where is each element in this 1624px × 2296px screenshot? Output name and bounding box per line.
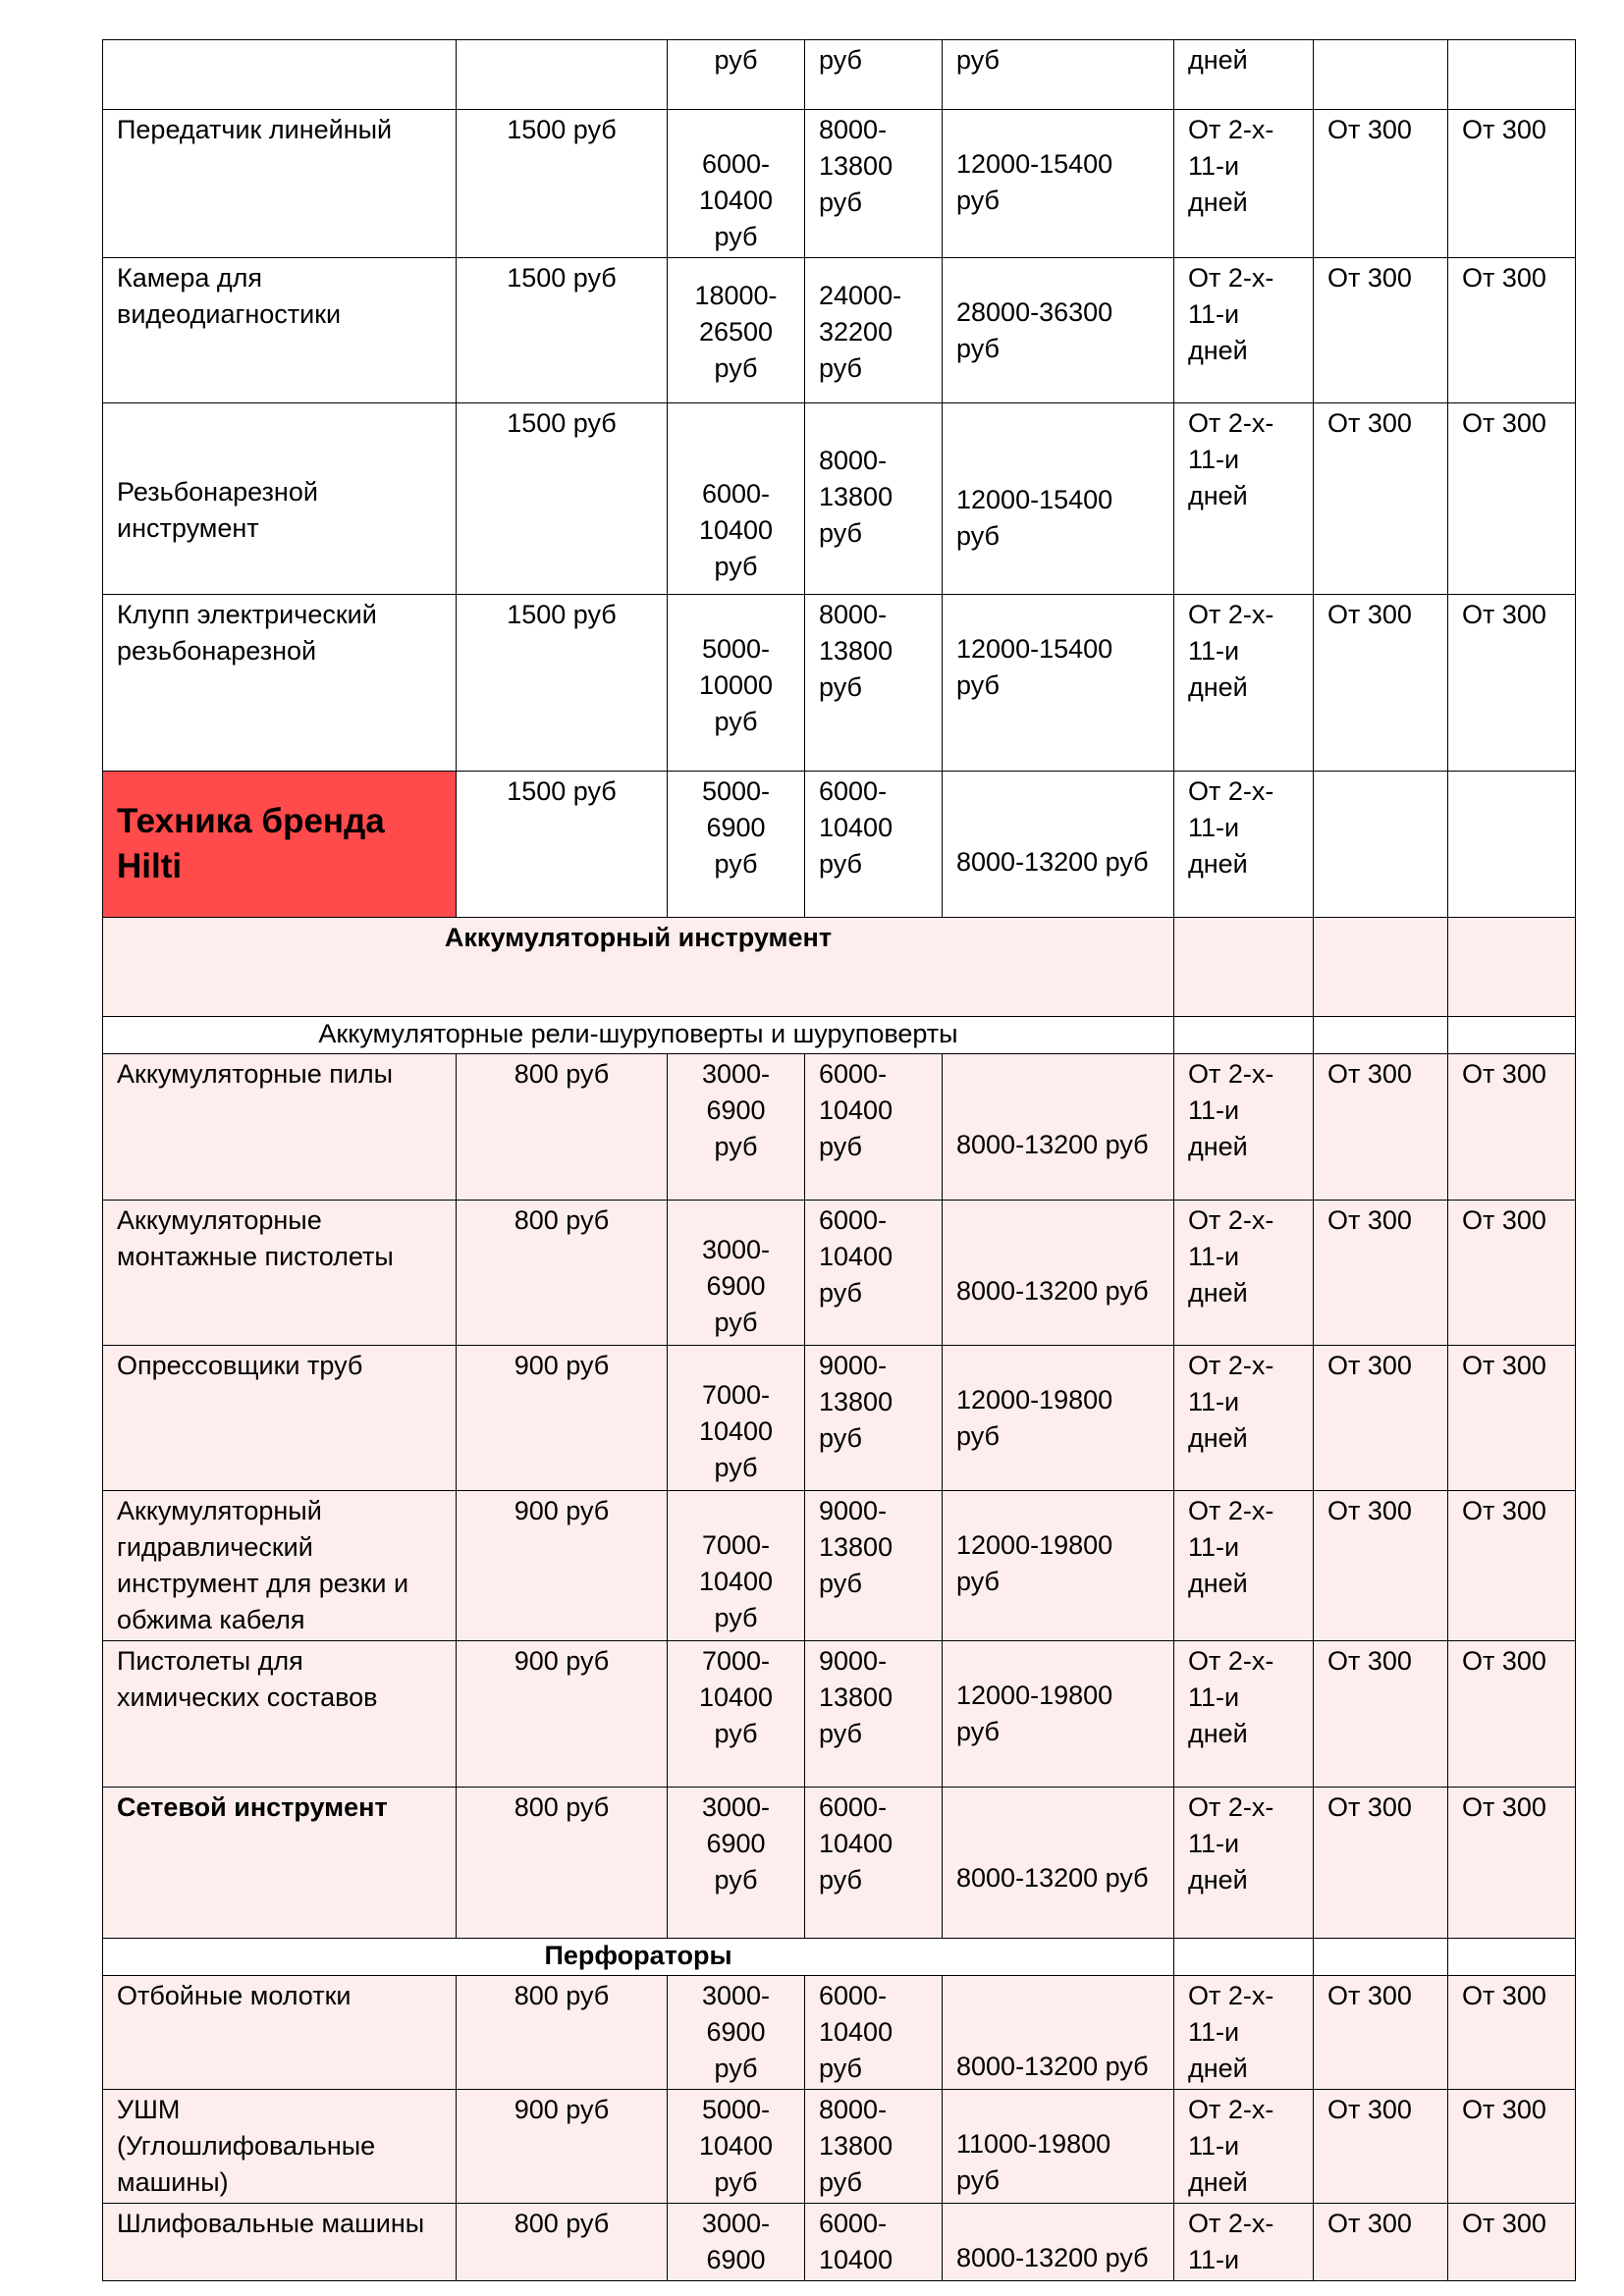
extra-price-1-cell: От 300 [1314, 1641, 1448, 1788]
battery-tools-group [103, 1054, 1576, 1939]
price-tier-3-cell: 8000-13200 руб [943, 1054, 1174, 1201]
extra-price-2-cell [1448, 772, 1576, 918]
table-row [103, 1346, 1576, 1491]
extra-price-2-cell: От 300 [1448, 110, 1576, 258]
item-name-cell: Аккумуляторный гидравлический инструмент для резки и обжима кабеля [103, 1491, 457, 1641]
table-row [103, 40, 1576, 110]
subsection-row [103, 1017, 1576, 1054]
extra-price-1-cell [1314, 772, 1448, 918]
item-name-cell: Опрессовщики труб [103, 1346, 457, 1491]
extra-price-2-cell: От 300 [1448, 1641, 1576, 1788]
extra-price-2-cell: От 300 [1448, 403, 1576, 595]
extra-price-1-cell: От 300 [1314, 2204, 1448, 2281]
base-price-cell [457, 40, 668, 110]
empty-cell [1174, 1017, 1314, 1054]
item-name-cell: Сетевой инструмент [103, 1788, 457, 1939]
base-price-cell: 1500 руб [457, 772, 668, 918]
price-tier-1-cell: 7000- 10400 руб [668, 1491, 805, 1641]
item-name-cell: Резьбонарезной инструмент [103, 403, 457, 595]
item-name-cell [103, 40, 457, 110]
price-tier-2-cell: 6000- 10400 руб [805, 1788, 943, 1939]
empty-cell [1448, 1017, 1576, 1054]
price-tier-3-cell: 8000-13200 руб [943, 1788, 1174, 1939]
price-tier-3-cell: 11000-19800 руб [943, 2090, 1174, 2204]
extra-price-1-cell: От 300 [1314, 1054, 1448, 1201]
price-tier-3-cell: 12000-19800 руб [943, 1491, 1174, 1641]
price-tier-1-cell: 3000- 6900 руб [668, 1054, 805, 1201]
extra-price-2-cell: От 300 [1448, 1976, 1576, 2090]
price-tier-1-cell: 18000- 26500 руб [668, 258, 805, 403]
table-row [103, 1976, 1576, 2090]
empty-cell [1314, 918, 1448, 1017]
price-tier-1-cell: 6000- 10400 руб [668, 110, 805, 258]
price-tier-3-cell: 28000-36300 руб [943, 258, 1174, 403]
perforator-tools-group [103, 1976, 1576, 2281]
empty-cell [1314, 1939, 1448, 1976]
price-tier-2-cell: 6000- 10400 руб [805, 1054, 943, 1201]
extra-price-2-cell [1448, 40, 1576, 110]
price-tier-1-cell: 3000- 6900 руб [668, 1788, 805, 1939]
price-tier-2-cell: 8000- 13800 руб [805, 403, 943, 595]
subsection-heading: Аккумуляторные рели-шуруповерты и шуруповерты [103, 1017, 1174, 1054]
price-tier-2-cell: 8000- 13800 руб [805, 2090, 943, 2204]
extra-price-2-cell: От 300 [1448, 258, 1576, 403]
extra-price-1-cell: От 300 [1314, 595, 1448, 772]
price-tier-3-cell: 8000-13200 руб [943, 1201, 1174, 1346]
table-row [103, 1201, 1576, 1346]
term-cell: От 2-х- 11-и дней [1174, 1976, 1314, 2090]
term-cell: От 2-х- 11-и дней [1174, 1346, 1314, 1491]
term-cell: От 2-х- 11-и дней [1174, 258, 1314, 403]
price-tier-1-cell: 5000- 10400 руб [668, 2090, 805, 2204]
extra-price-2-cell: От 300 [1448, 1491, 1576, 1641]
base-price-cell: 1500 руб [457, 110, 668, 258]
base-price-cell: 900 руб [457, 1491, 668, 1641]
price-tier-3-cell: 12000-15400 руб [943, 403, 1174, 595]
price-tier-3-cell: руб [943, 40, 1174, 110]
price-tier-1-cell: 3000- 6900 руб [668, 1976, 805, 2090]
empty-cell [1174, 918, 1314, 1017]
base-price-cell: 800 руб [457, 2204, 668, 2281]
term-cell: От 2-х- 11-и дней [1174, 772, 1314, 918]
extra-price-2-cell: От 300 [1448, 1346, 1576, 1491]
price-tier-2-cell: 9000- 13800 руб [805, 1641, 943, 1788]
extra-price-1-cell: От 300 [1314, 403, 1448, 595]
base-price-cell: 900 руб [457, 1641, 668, 1788]
brand-heading-cell: Техника бренда Hilti [103, 772, 457, 918]
price-tier-2-cell: 6000- 10400 руб [805, 772, 943, 918]
price-tier-2-cell: 6000- 10400 руб [805, 1976, 943, 2090]
empty-cell [1174, 1939, 1314, 1976]
term-cell: От 2-х- 11-и дней [1174, 1788, 1314, 1939]
price-tier-2-cell: 9000- 13800 руб [805, 1346, 943, 1491]
extra-price-1-cell: От 300 [1314, 1976, 1448, 2090]
table-row [103, 1641, 1576, 1788]
price-tier-2-cell: 24000- 32200 руб [805, 258, 943, 403]
item-name-cell: Шлифовальные машины [103, 2204, 457, 2281]
extra-price-2-cell: От 300 [1448, 1788, 1576, 1939]
extra-price-2-cell: От 300 [1448, 2090, 1576, 2204]
price-tier-1-cell: 3000- 6900 руб [668, 1201, 805, 1346]
base-price-cell: 1500 руб [457, 403, 668, 595]
price-tier-1-cell: 7000- 10400 руб [668, 1641, 805, 1788]
item-name-cell: Аккумуляторные пилы [103, 1054, 457, 1201]
price-tier-2-cell: 8000- 13800 руб [805, 110, 943, 258]
term-cell: От 2-х- 11-и [1174, 2204, 1314, 2281]
term-cell: От 2-х- 11-и дней [1174, 403, 1314, 595]
item-name-cell: Клупп электрический резьбонарезной [103, 595, 457, 772]
price-tier-3-cell: 12000-19800 руб [943, 1641, 1174, 1788]
base-price-cell: 1500 руб [457, 258, 668, 403]
price-tier-3-cell: 8000-13200 руб [943, 772, 1174, 918]
table-row [103, 2204, 1576, 2281]
empty-cell [1448, 918, 1576, 1017]
price-tier-2-cell: 9000- 13800 руб [805, 1491, 943, 1641]
base-price-cell: 800 руб [457, 1054, 668, 1201]
price-tier-1-cell: 6000- 10400 руб [668, 403, 805, 595]
section-heading: Перфораторы [103, 1939, 1174, 1976]
extra-price-2-cell: От 300 [1448, 2204, 1576, 2281]
section-row [103, 918, 1576, 1017]
table-row [103, 595, 1576, 772]
item-name-cell: УШМ (Углошлифовальные машины) [103, 2090, 457, 2204]
price-tier-3-cell: 12000-15400 руб [943, 595, 1174, 772]
base-price-cell: 900 руб [457, 1346, 668, 1491]
price-tier-2-cell: 6000- 10400 руб [805, 1201, 943, 1346]
extra-price-1-cell: От 300 [1314, 1491, 1448, 1641]
term-cell: От 2-х- 11-и дней [1174, 595, 1314, 772]
price-tier-1-cell: руб [668, 40, 805, 110]
table-row [103, 110, 1576, 258]
price-tier-2-cell: 6000- 10400 [805, 2204, 943, 2281]
item-name-cell: Отбойные молотки [103, 1976, 457, 2090]
extra-price-1-cell: От 300 [1314, 110, 1448, 258]
term-cell: От 2-х- 11-и дней [1174, 1641, 1314, 1788]
extra-price-2-cell: От 300 [1448, 595, 1576, 772]
empty-cell [1314, 1017, 1448, 1054]
price-table [102, 39, 1576, 2281]
term-cell: От 2-х- 11-и дней [1174, 1054, 1314, 1201]
item-name-cell: Аккумуляторные монтажные пистолеты [103, 1201, 457, 1346]
table-row [103, 403, 1576, 595]
extra-price-1-cell: От 300 [1314, 1788, 1448, 1939]
section-heading: Аккумуляторный инструмент [103, 918, 1174, 1017]
price-tier-1-cell: 5000- 10000 руб [668, 595, 805, 772]
base-price-cell: 800 руб [457, 1976, 668, 2090]
term-cell: От 2-х- 11-и дней [1174, 1491, 1314, 1641]
price-tier-3-cell: 8000-13200 руб [943, 1976, 1174, 2090]
price-tier-2-cell: руб [805, 40, 943, 110]
term-cell: От 2-х- 11-и дней [1174, 1201, 1314, 1346]
price-tier-3-cell: 12000-15400 руб [943, 110, 1174, 258]
base-price-cell: 800 руб [457, 1201, 668, 1346]
table-row [103, 1788, 1576, 1939]
table-row [103, 2090, 1576, 2204]
table-row [103, 1054, 1576, 1201]
term-cell: От 2-х- 11-и дней [1174, 110, 1314, 258]
price-tier-3-cell: 8000-13200 руб [943, 2204, 1174, 2281]
section-row [103, 1939, 1576, 1976]
table-row [103, 772, 1576, 918]
price-tier-1-cell: 7000- 10400 руб [668, 1346, 805, 1491]
empty-cell [1448, 1939, 1576, 1976]
item-name-cell: Камера для видеодиагностики [103, 258, 457, 403]
price-tier-2-cell: 8000- 13800 руб [805, 595, 943, 772]
item-name-cell: Передатчик линейный [103, 110, 457, 258]
extra-price-1-cell: От 300 [1314, 1346, 1448, 1491]
table-row [103, 1491, 1576, 1641]
extra-price-1-cell [1314, 40, 1448, 110]
term-cell: дней [1174, 40, 1314, 110]
price-tier-1-cell: 5000- 6900 руб [668, 772, 805, 918]
term-cell: От 2-х- 11-и дней [1174, 2090, 1314, 2204]
item-name-cell: Пистолеты для химических составов [103, 1641, 457, 1788]
extra-price-1-cell: От 300 [1314, 258, 1448, 403]
table-row [103, 258, 1576, 403]
extra-price-1-cell: От 300 [1314, 1201, 1448, 1346]
price-tier-1-cell: 3000- 6900 [668, 2204, 805, 2281]
base-price-cell: 900 руб [457, 2090, 668, 2204]
price-tier-3-cell: 12000-19800 руб [943, 1346, 1174, 1491]
extra-price-2-cell: От 300 [1448, 1201, 1576, 1346]
base-price-cell: 800 руб [457, 1788, 668, 1939]
base-price-cell: 1500 руб [457, 595, 668, 772]
extra-price-1-cell: От 300 [1314, 2090, 1448, 2204]
extra-price-2-cell: От 300 [1448, 1054, 1576, 1201]
